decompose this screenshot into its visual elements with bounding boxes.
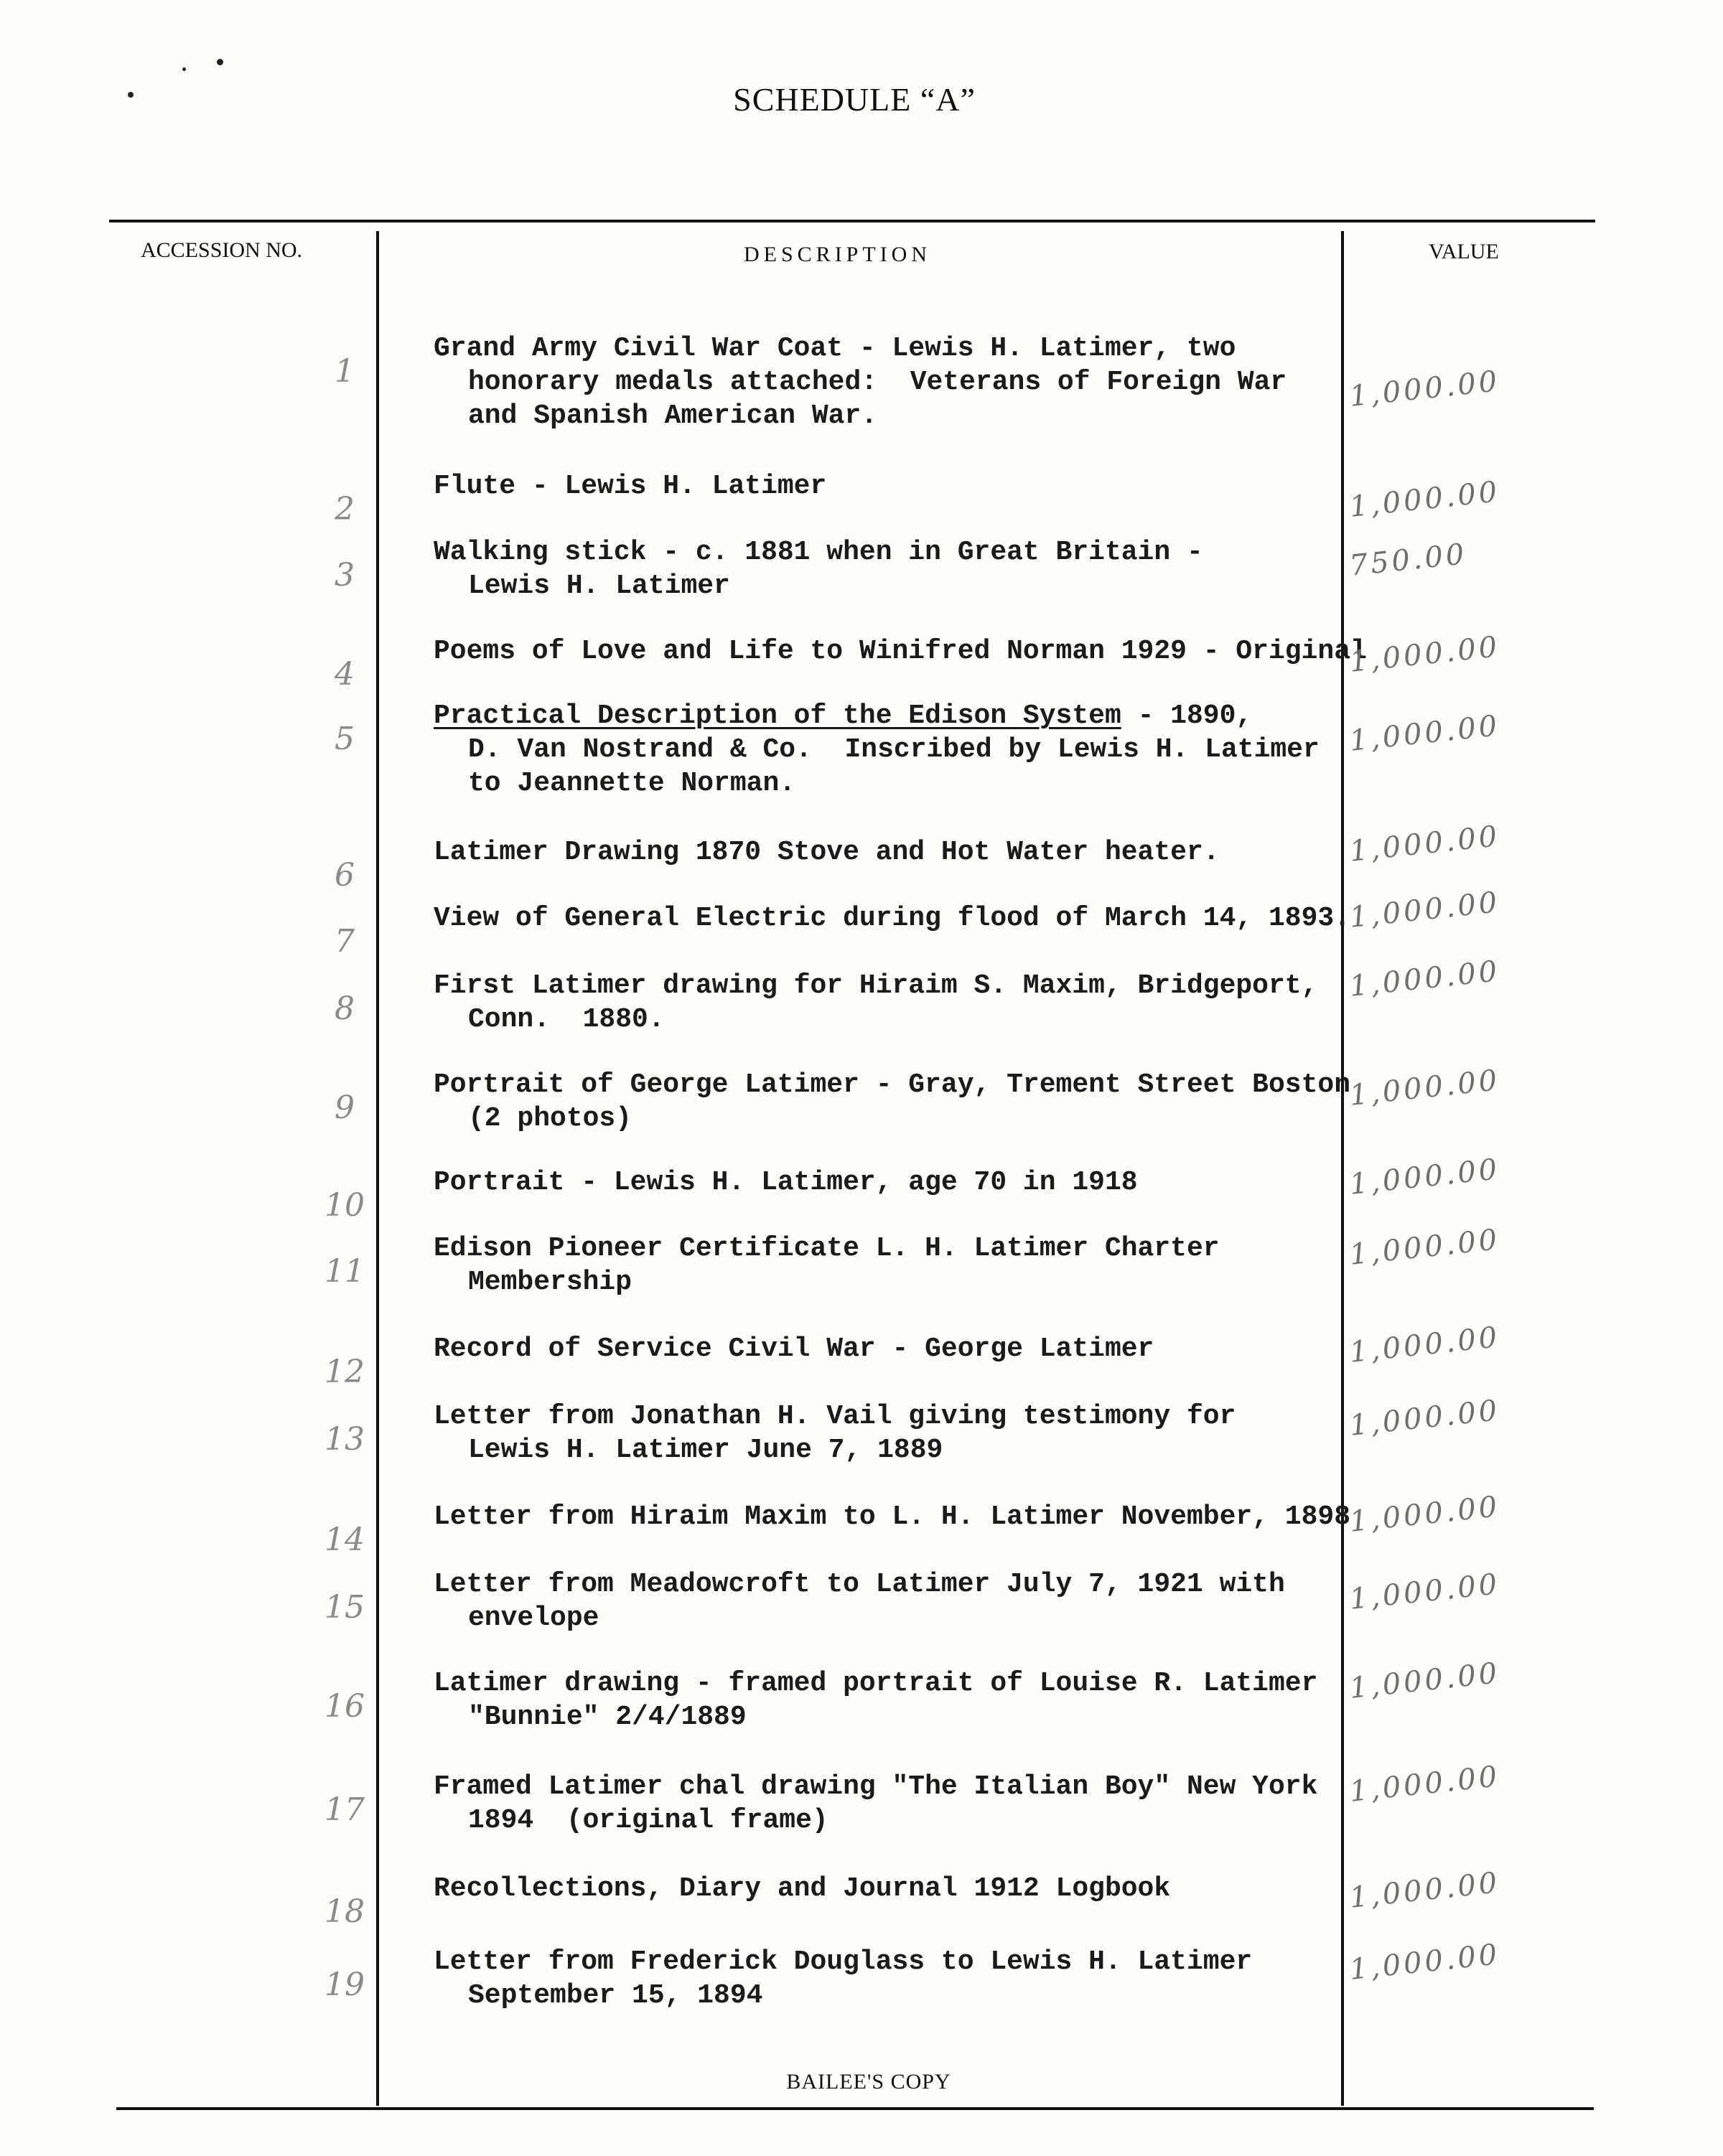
- accession-number: 16: [324, 1688, 365, 1725]
- table-top-rule: [109, 220, 1595, 222]
- description-line: Walking stick - c. 1881 when in Great Britain -: [434, 537, 1203, 568]
- description-line: Poems of Love and Life to Winifred Norman 1929 - Original: [434, 636, 1367, 667]
- item-description: [434, 1667, 1367, 1734]
- table-bottom-rule: [116, 2107, 1594, 2110]
- accession-number: 15: [324, 1589, 365, 1626]
- description-text: - 1890,: [1121, 700, 1253, 731]
- item-description: [434, 535, 1367, 603]
- description-line: Latimer Drawing 1870 Stove and Hot Water heater.: [434, 837, 1220, 868]
- accession-number: 5: [335, 721, 355, 757]
- item-value: 1,000.00: [1348, 630, 1502, 679]
- paper-speck: [182, 67, 186, 71]
- description-line: Edison Pioneer Certificate L. H. Latimer Charter: [434, 1233, 1220, 1264]
- item-value: 1,000.00: [1348, 475, 1502, 524]
- item-value: 1,000.00: [1348, 820, 1502, 868]
- item-value: 1,000.00: [1348, 709, 1502, 758]
- item-description: [434, 699, 1367, 800]
- item-value: 1,000.00: [1348, 1490, 1502, 1539]
- description-line: Framed Latimer chal drawing "The Italian Boy" New York: [434, 1771, 1318, 1802]
- description-line: Grand Army Civil War Coat - Lewis H. Latimer, two: [434, 333, 1236, 364]
- accession-number: 1: [335, 353, 355, 390]
- accession-number: 4: [335, 656, 355, 693]
- bailee-copy-label: BAILEE'S COPY: [786, 2070, 951, 2094]
- item-description: [434, 1945, 1367, 2012]
- accession-number: 10: [324, 1187, 365, 1224]
- item-description: [434, 969, 1367, 1036]
- accession-number: 19: [324, 1967, 365, 2003]
- description-line: to Jeannette Norman.: [468, 768, 796, 799]
- paper-speck: [217, 59, 223, 65]
- description-line: [434, 699, 1367, 733]
- accession-number: 14: [324, 1522, 365, 1558]
- item-description: [434, 1500, 1367, 1534]
- accession-number: 6: [335, 857, 355, 894]
- description-line: Letter from Jonathan H. Vail giving testimony for: [434, 1401, 1236, 1432]
- column-header-description: DESCRIPTION: [744, 243, 932, 266]
- item-value: 1,000.00: [1348, 1394, 1502, 1443]
- description-line: Record of Service Civil War - George Latimer: [434, 1334, 1154, 1364]
- column-header-accession: ACCESSION NO.: [141, 238, 303, 262]
- item-value: 750.00: [1348, 537, 1469, 583]
- description-line: 1894 (original frame): [468, 1805, 828, 1836]
- accession-number: 13: [324, 1421, 365, 1458]
- description-line: September 15, 1894: [468, 1980, 763, 2011]
- description-line: Flute - Lewis H. Latimer: [434, 471, 827, 502]
- item-value: 1,000.00: [1348, 1153, 1502, 1201]
- item-description: [434, 835, 1367, 869]
- column-header-value: VALUE: [1429, 240, 1499, 263]
- description-line: (2 photos): [468, 1103, 632, 1134]
- description-line: envelope: [468, 1603, 599, 1634]
- item-description: [434, 901, 1367, 935]
- description-line: D. Van Nostrand & Co. Inscribed by Lewis H. Latimer: [468, 734, 1320, 765]
- item-description: [434, 1400, 1367, 1467]
- accession-number: 9: [335, 1089, 355, 1126]
- item-value: 1,000.00: [1348, 1064, 1502, 1112]
- item-description: [434, 1166, 1367, 1199]
- accession-number: 17: [324, 1791, 365, 1828]
- description-line: Letter from Hiraim Maxim to L. H. Latimer November, 1898: [434, 1501, 1351, 1532]
- item-description: [434, 1872, 1367, 1906]
- item-value: 1,000.00: [1348, 886, 1502, 934]
- item-description: [434, 634, 1367, 668]
- accession-number: 11: [324, 1253, 365, 1290]
- description-line: First Latimer drawing for Hiraim S. Maxim, Bridgeport,: [434, 970, 1318, 1001]
- item-description: [434, 1332, 1367, 1366]
- schedule-title: SCHEDULE “A”: [733, 81, 976, 118]
- description-line: Lewis H. Latimer: [468, 571, 730, 601]
- description-line: and Spanish American War.: [468, 400, 878, 431]
- description-line: Membership: [468, 1267, 632, 1298]
- item-description: [434, 469, 1367, 503]
- description-line: Recollections, Diary and Journal 1912 Logbook: [434, 1873, 1171, 1904]
- item-description: [434, 1068, 1367, 1135]
- accession-number: 18: [324, 1893, 365, 1930]
- description-line: Conn. 1880.: [468, 1004, 665, 1035]
- description-line: "Bunnie" 2/4/1889: [468, 1702, 747, 1733]
- accession-number: 8: [335, 990, 355, 1027]
- item-value: 1,000.00: [1348, 1656, 1502, 1705]
- description-line: Latimer drawing - framed portrait of Louise R. Latimer: [434, 1668, 1318, 1699]
- item-description: [434, 332, 1367, 433]
- item-value: 1,000.00: [1348, 1760, 1502, 1809]
- description-line: View of General Electric during flood of March 14, 1893.: [434, 903, 1351, 934]
- description-line: Portrait of George Latimer - Gray, Trement Street Boston: [434, 1069, 1351, 1100]
- description-line: Portrait - Lewis H. Latimer, age 70 in 1918: [434, 1167, 1138, 1198]
- item-value: 1,000.00: [1348, 365, 1502, 413]
- item-description: [434, 1567, 1367, 1635]
- item-value: 1,000.00: [1348, 1223, 1502, 1272]
- item-value: 1,000.00: [1348, 1321, 1502, 1369]
- description-line: Letter from Meadowcroft to Latimer July 7, 1921 with: [434, 1569, 1285, 1600]
- item-description: [434, 1232, 1367, 1299]
- item-description: [434, 1770, 1367, 1837]
- item-value: 1,000.00: [1348, 1866, 1502, 1915]
- item-value: 1,000.00: [1348, 955, 1502, 1003]
- accession-number: 7: [335, 923, 355, 960]
- accession-number: 2: [335, 491, 355, 528]
- book-title: Practical Description of the Edison System: [434, 700, 1121, 731]
- column-divider-left: [376, 231, 379, 2106]
- item-value: 1,000.00: [1348, 1938, 1502, 1987]
- description-line: honorary medals attached: Veterans of Foreign War: [468, 367, 1287, 398]
- description-line: Lewis H. Latimer June 7, 1889: [468, 1435, 943, 1466]
- description-line: Letter from Frederick Douglass to Lewis H. Latimer: [434, 1946, 1253, 1977]
- accession-number: 3: [335, 557, 355, 594]
- item-value: 1,000.00: [1348, 1567, 1502, 1616]
- accession-number: 12: [324, 1354, 365, 1390]
